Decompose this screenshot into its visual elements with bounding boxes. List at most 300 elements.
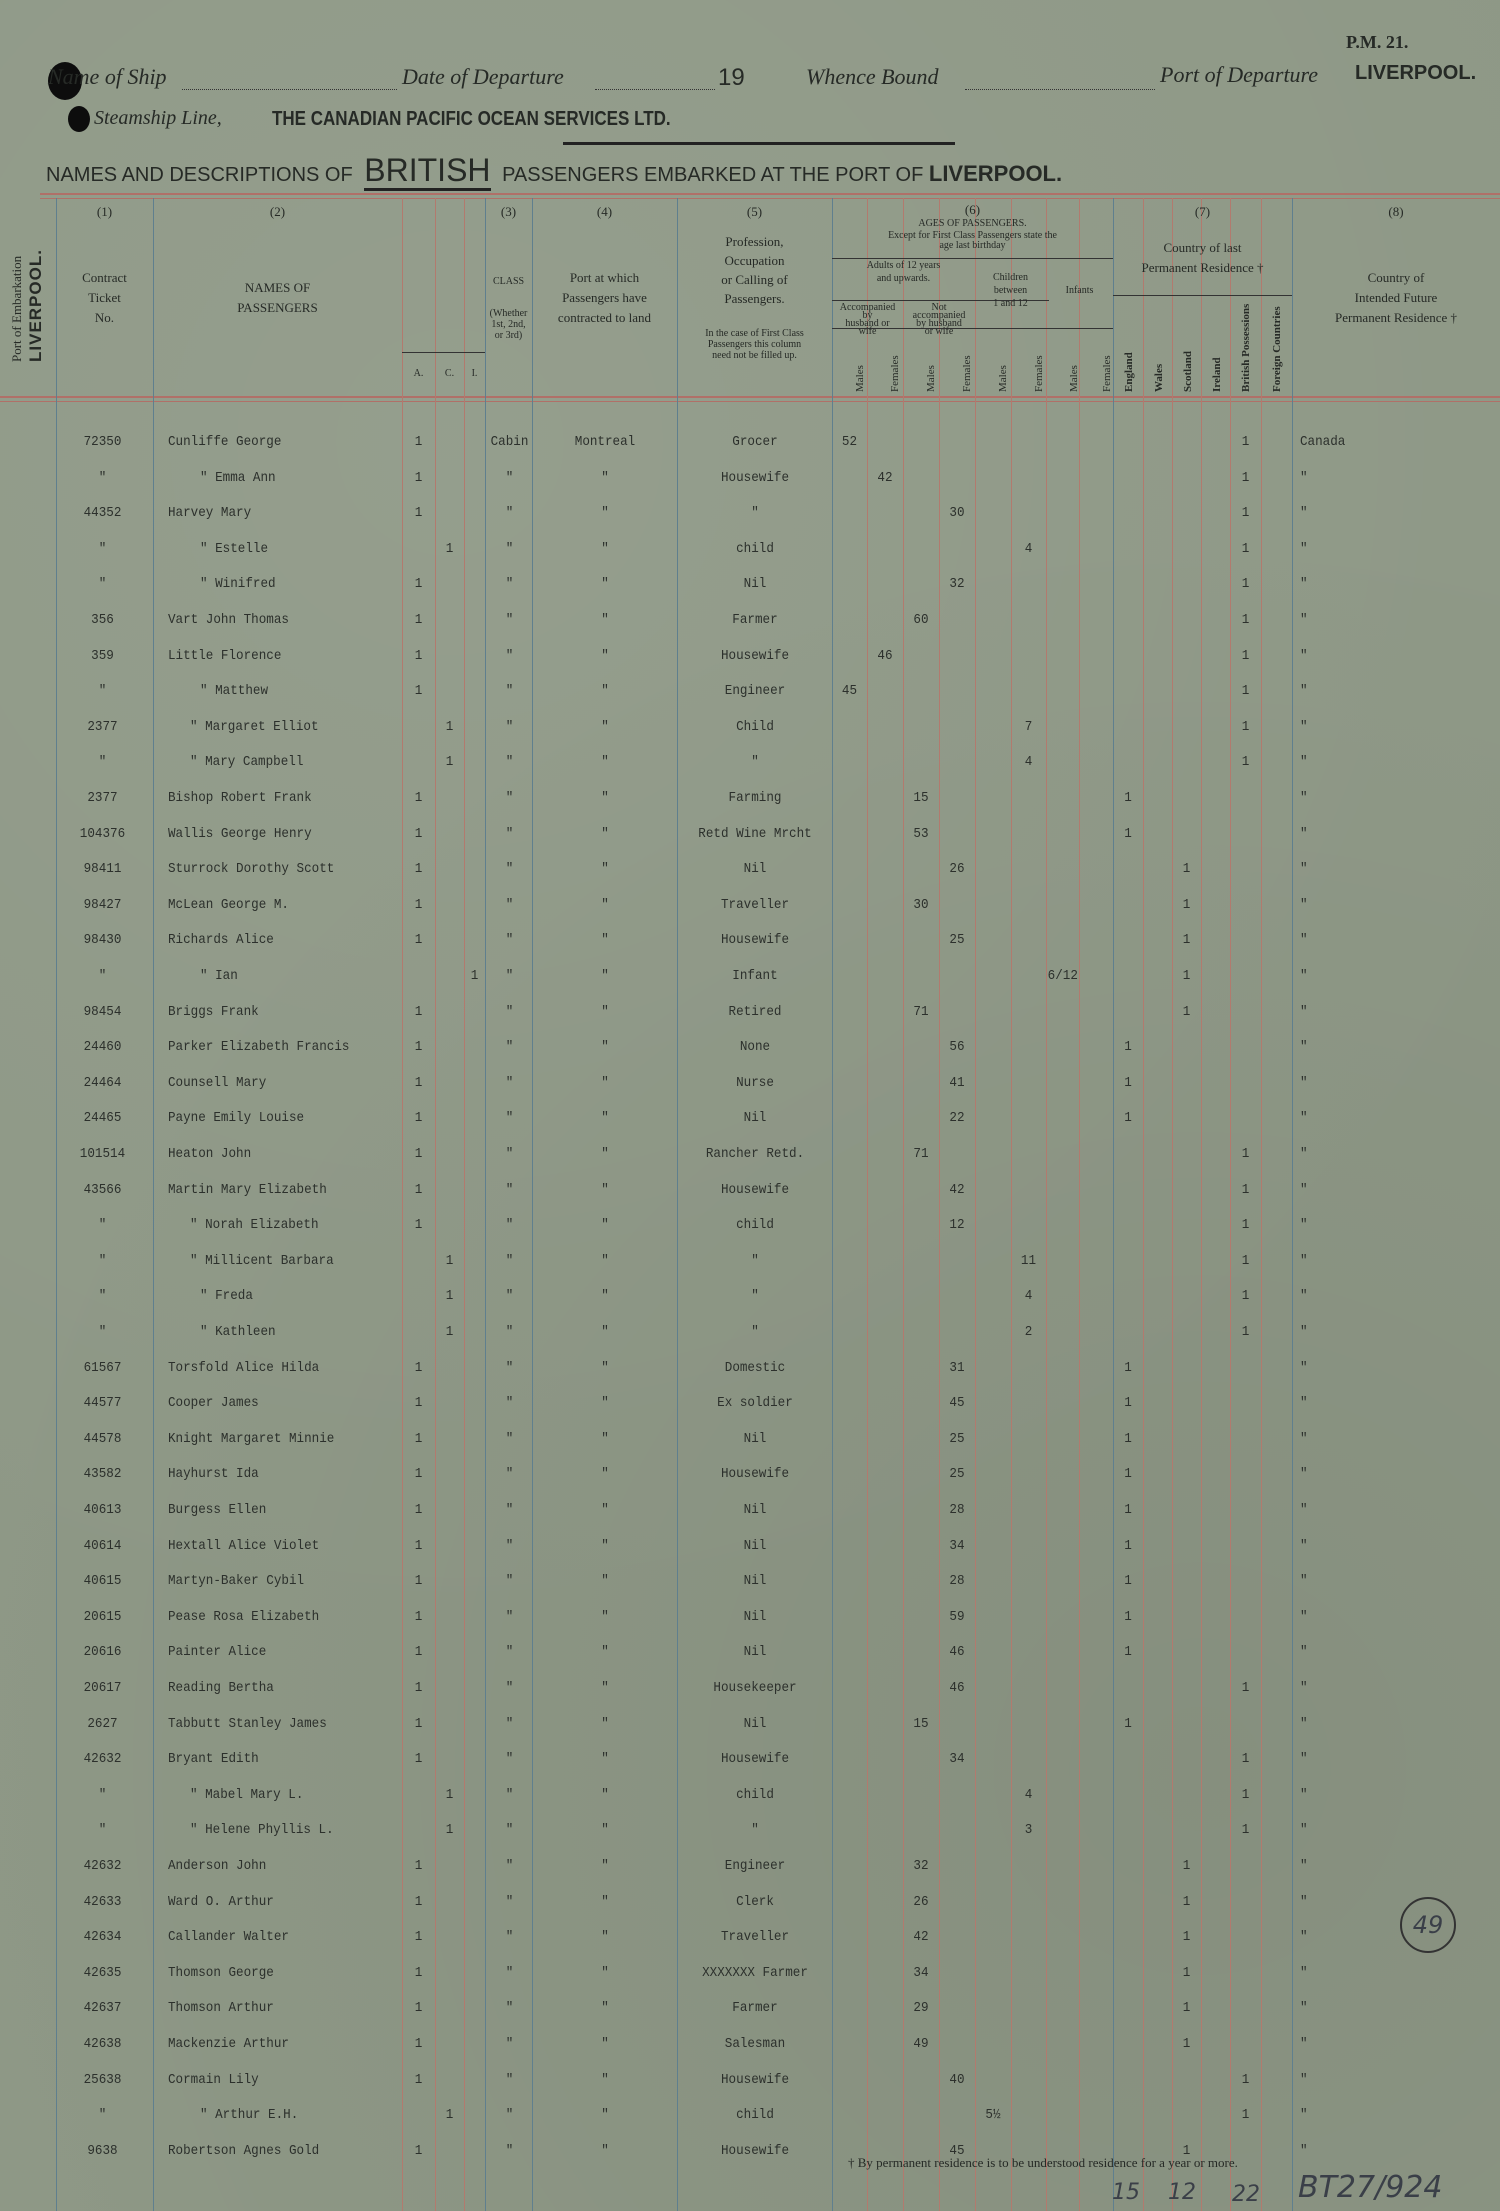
class-a-mark: 1	[414, 896, 423, 913]
future-residence-header: Country of	[1367, 270, 1425, 285]
class-a-mark: 1	[414, 1964, 423, 1981]
residence-mark: 1	[1241, 1252, 1250, 1269]
class-value: "	[505, 1680, 514, 1696]
future-residence: "	[1300, 790, 1308, 806]
class-value: Cabin	[490, 434, 529, 450]
future-residence: "	[1300, 1110, 1308, 1127]
occupation: Clerk	[736, 1893, 774, 1910]
column-rule	[1079, 198, 1080, 2211]
sex-header: Females	[961, 355, 973, 392]
age-value: 30	[913, 896, 929, 913]
age-value: 71	[913, 1146, 929, 1162]
residence-mark: 1	[1241, 612, 1250, 628]
residence-mark: 1	[1124, 1715, 1132, 1732]
class-a-mark: 1	[414, 932, 423, 949]
class-value: "	[505, 1751, 514, 1768]
class-value: "	[505, 1146, 514, 1162]
residence-mark: 1	[1241, 540, 1250, 557]
class-value: "	[505, 505, 514, 522]
whence-bound-field[interactable]	[965, 88, 1155, 90]
age-value: 28	[949, 1573, 965, 1590]
ticket-number: "	[98, 968, 107, 984]
class-a-mark: 1	[414, 790, 423, 806]
ticket-number: 24465	[83, 1110, 122, 1127]
occupation: Nil	[743, 1502, 767, 1518]
adults-header: Adults of 12 years	[866, 260, 941, 271]
sex-header: Males	[925, 365, 937, 392]
occupation: Farming	[728, 790, 782, 806]
class-value: "	[505, 540, 514, 557]
class-a-mark: 1	[414, 1430, 423, 1447]
residence-mark: 1	[1182, 896, 1191, 913]
class-value: "	[505, 1039, 514, 1056]
class-value: "	[505, 754, 514, 771]
future-residence: "	[1300, 1858, 1308, 1874]
departure-date-field[interactable]	[595, 88, 715, 90]
future-residence: "	[1300, 1359, 1308, 1376]
passenger-name: Robertson Agnes Gold	[168, 2142, 320, 2159]
landing-port: "	[601, 1680, 609, 1696]
passenger-name: Ward O. Arthur	[168, 1893, 274, 1910]
class-a-mark: 1	[414, 1680, 423, 1696]
future-residence: "	[1300, 2036, 1308, 2052]
occupation: Housewife	[720, 932, 790, 949]
class-note: or 3rd)	[494, 330, 523, 341]
date-mark: 15	[1112, 2180, 1140, 2205]
not-accompanied-header: accompanied	[912, 310, 966, 321]
class-c-mark: 1	[445, 1822, 454, 1839]
occupation: Nil	[743, 1573, 767, 1590]
residence-mark: 1	[1182, 1964, 1191, 1981]
class-value: "	[505, 1537, 514, 1554]
landing-port: "	[601, 576, 609, 593]
future-residence: "	[1300, 469, 1308, 486]
class-a-mark: 1	[414, 612, 423, 628]
ticket-number: 20616	[83, 1644, 122, 1661]
ticket-number: 25638	[83, 2071, 122, 2088]
column-rule	[1201, 198, 1202, 2211]
future-residence-header: Permanent Residence †	[1334, 310, 1457, 325]
residence-mark: 1	[1182, 2036, 1191, 2052]
port-header: Passengers have	[562, 290, 647, 305]
form-title	[46, 152, 1062, 189]
age-value: 46	[949, 1644, 965, 1661]
residence-mark: 1	[1124, 1110, 1132, 1127]
country-header: Wales	[1153, 363, 1165, 392]
landing-port: "	[601, 2000, 609, 2017]
landing-port: "	[601, 1003, 609, 1020]
names-header: PASSENGERS	[237, 300, 318, 315]
age-value: 41	[949, 1074, 965, 1091]
class-value: "	[505, 1217, 514, 1234]
residence-mark: 1	[1182, 1929, 1191, 1946]
sex-header: Females	[1101, 355, 1113, 392]
ages-note: age last birthday	[939, 240, 1006, 251]
age-value: 32	[913, 1858, 929, 1874]
page-number: 49	[1412, 1911, 1444, 1939]
residence-mark: 1	[1241, 1288, 1250, 1305]
accompanied-header: husband or	[845, 318, 890, 329]
age-value: 15	[913, 1715, 929, 1732]
class-value: "	[505, 1715, 514, 1732]
passenger-name: Pease Rosa Elizabeth	[168, 1608, 320, 1625]
landing-port: "	[601, 469, 609, 486]
age-value: 42	[877, 469, 893, 486]
class-value: "	[505, 790, 514, 806]
profession-header: Profession,	[725, 234, 784, 249]
header-bottom-rule	[0, 396, 1500, 398]
ticket-number: "	[98, 683, 107, 700]
class-value: "	[505, 1644, 514, 1661]
footnote: † By permanent residence is to be understood residence for a year or more.	[848, 2155, 1238, 2170]
future-residence: "	[1300, 2000, 1308, 2017]
column-number: (5)	[746, 204, 763, 219]
age-value: 2	[1024, 1324, 1033, 1340]
class-value: "	[505, 1359, 514, 1376]
age-value: 26	[949, 861, 965, 878]
ticket-number: 40613	[83, 1502, 122, 1518]
residence-header: Permanent Residence †	[1141, 260, 1264, 275]
class-value: "	[505, 1893, 514, 1910]
landing-port: "	[601, 968, 609, 984]
future-residence: "	[1300, 1430, 1308, 1447]
landing-port: "	[601, 1430, 609, 1447]
class-a-mark: 1	[414, 2036, 423, 2052]
ticket-number: 359	[91, 647, 114, 664]
age-value: 25	[949, 1466, 965, 1483]
passenger-name: Heaton John	[168, 1146, 252, 1162]
departure-port-label: Port of Departure	[1160, 62, 1319, 87]
occupation: "	[751, 1324, 759, 1340]
class-value: "	[505, 1573, 514, 1590]
age-value: 12	[949, 1217, 965, 1234]
future-residence: "	[1300, 1039, 1308, 1056]
header-top-rule	[40, 198, 1500, 199]
accompanied-header: wife	[858, 326, 877, 337]
age-value: 52	[841, 434, 858, 450]
column-rule	[485, 198, 486, 2211]
column-rule	[1046, 198, 1047, 2211]
occupation: Retired	[728, 1003, 782, 1020]
class-c-mark: 1	[445, 1324, 454, 1340]
class-c-mark: 1	[445, 2107, 454, 2124]
class-a-mark: 1	[414, 505, 423, 522]
landing-port: "	[601, 825, 609, 842]
class-value: "	[505, 2107, 514, 2124]
passenger-name: Torsfold Alice Hilda	[168, 1359, 320, 1376]
class-value: "	[505, 1430, 514, 1447]
ticket-number: "	[98, 1822, 107, 1839]
ticket-number: 42632	[83, 1751, 122, 1768]
occupation: Housewife	[720, 1751, 790, 1768]
landing-port: "	[601, 1466, 609, 1483]
age-value: 30	[949, 505, 965, 522]
landing-port: "	[601, 505, 609, 522]
column-rule	[867, 198, 868, 2211]
future-residence: "	[1300, 1644, 1308, 1661]
landing-port: "	[601, 1074, 609, 1091]
landing-port: "	[601, 1964, 609, 1981]
occupation: None	[739, 1039, 771, 1056]
class-value: "	[505, 861, 514, 878]
passenger-name: " Norah Elizabeth	[190, 1217, 319, 1234]
archive-reference: BT27/924	[1298, 2170, 1443, 2205]
passenger-name: Bryant Edith	[168, 1751, 259, 1768]
passenger-name: Thomson George	[168, 1964, 274, 1981]
landing-port: "	[601, 896, 609, 913]
occupation: child	[736, 540, 774, 557]
column-number: (2)	[269, 204, 286, 219]
date-mark: 22	[1232, 2182, 1260, 2207]
passenger-name: " Kathleen	[200, 1324, 276, 1340]
occupation: Farmer	[732, 2000, 778, 2017]
residence-mark: 1	[1182, 861, 1191, 878]
occupation: Traveller	[720, 896, 790, 913]
residence-mark: 1	[1241, 469, 1250, 486]
age-value: 45	[841, 683, 858, 700]
passenger-name: Little Florence	[168, 647, 282, 664]
passenger-name: " Arthur E.H.	[200, 2107, 299, 2124]
passenger-name: Burgess Ellen	[168, 1502, 267, 1518]
future-residence: "	[1300, 540, 1308, 557]
children-header: 1 and 12	[993, 298, 1028, 309]
occupation: Housewife	[720, 2142, 790, 2159]
future-residence: "	[1300, 1715, 1308, 1732]
class-value: "	[505, 1395, 514, 1412]
residence-mark: 1	[1241, 1324, 1250, 1340]
header-rule	[1113, 295, 1292, 296]
ticket-number: 44352	[83, 505, 122, 522]
class-a-mark: 1	[414, 1359, 423, 1376]
column-number: (6)	[964, 202, 981, 217]
passenger-name: " Mabel Mary L.	[190, 1786, 304, 1803]
future-residence: "	[1300, 861, 1308, 878]
profession-header: Passengers.	[724, 291, 785, 306]
landing-port: "	[601, 1822, 609, 1839]
class-a-mark: 1	[414, 1644, 423, 1661]
accompanied-header: Accompanied	[839, 302, 896, 313]
occupation: Nurse	[736, 1074, 774, 1091]
passenger-name: Counsell Mary	[168, 1074, 267, 1091]
header-bottom-rule	[0, 401, 1500, 402]
passenger-name: Cooper James	[168, 1395, 259, 1412]
profession-header: or Calling of	[721, 272, 788, 287]
column-rule	[939, 198, 940, 2211]
country-header: Scotland	[1182, 351, 1194, 392]
class-value: "	[505, 1466, 514, 1483]
occupation: Nil	[743, 1715, 767, 1732]
profession-header: Occupation	[724, 253, 785, 268]
passenger-name: " Freda	[200, 1288, 253, 1305]
passenger-name: Briggs Frank	[168, 1003, 259, 1020]
residence-mark: 1	[1241, 1751, 1250, 1768]
ages-header: AGES OF PASSENGERS.	[918, 218, 1027, 229]
future-residence: "	[1300, 1252, 1308, 1269]
class-value: "	[505, 718, 514, 735]
passenger-name: Knight Margaret Minnie	[168, 1430, 335, 1447]
ticket-number: 101514	[79, 1146, 126, 1162]
occupation: Housewife	[720, 469, 790, 486]
class-c-mark: 1	[445, 1786, 454, 1803]
class-value: "	[505, 576, 514, 593]
class-c-mark: 1	[445, 754, 454, 771]
age-value: 59	[949, 1608, 965, 1625]
landing-port: "	[601, 1893, 609, 1910]
occupation: Grocer	[732, 434, 778, 450]
ship-name-field[interactable]	[182, 88, 397, 90]
passenger-name: Sturrock Dorothy Scott	[168, 861, 335, 878]
column-number: (8)	[1388, 204, 1404, 219]
residence-mark: 1	[1182, 2000, 1191, 2017]
landing-port: "	[601, 1537, 609, 1554]
residence-mark: 1	[1241, 576, 1250, 593]
passenger-name: Hayhurst Ida	[168, 1466, 259, 1483]
embarkation-label: Port of Embarkation	[9, 255, 24, 362]
title-pre: NAMES AND DESCRIPTIONS OF	[46, 164, 353, 186]
passenger-name: Richards Alice	[168, 932, 274, 949]
class-value: "	[505, 968, 514, 984]
occupation: Nil	[743, 1537, 767, 1554]
occupation: Traveller	[720, 1929, 790, 1946]
column-rule	[1143, 198, 1144, 2211]
class-value: "	[505, 1786, 514, 1803]
adults-header: and upwards.	[876, 273, 931, 284]
landing-port: "	[601, 790, 609, 806]
ticket-number: "	[98, 469, 107, 486]
country-header: Ireland	[1211, 357, 1223, 392]
future-residence: Canada	[1300, 434, 1346, 450]
occupation: "	[751, 1252, 759, 1269]
landing-port: "	[601, 1110, 609, 1127]
age-value: 46	[877, 647, 893, 664]
class-a-mark: 1	[414, 647, 423, 664]
ticket-number: 98427	[83, 896, 122, 913]
column-rule	[1292, 198, 1293, 2211]
future-residence: "	[1300, 1181, 1308, 1198]
age-value: 45	[949, 1395, 965, 1412]
column-rule	[56, 198, 57, 2211]
ticket-number: 42637	[83, 2000, 122, 2017]
class-a-mark: 1	[414, 469, 423, 486]
class-value: "	[505, 2036, 514, 2052]
future-residence: "	[1300, 1537, 1308, 1554]
occupation: child	[736, 2107, 774, 2124]
future-residence: "	[1300, 505, 1308, 522]
residence-mark: 1	[1182, 1893, 1191, 1910]
residence-mark: 1	[1124, 825, 1132, 842]
children-header: Children	[993, 272, 1028, 283]
passenger-name: " Millicent Barbara	[190, 1252, 334, 1269]
residence-mark: 1	[1241, 1680, 1250, 1696]
class-value: "	[505, 2071, 514, 2088]
class-a-mark: 1	[414, 1751, 423, 1768]
passenger-name: Tabbutt Stanley James	[168, 1715, 327, 1732]
names-header: NAMES OF	[244, 280, 311, 295]
passenger-name: " Winifred	[200, 576, 276, 593]
class-a-mark: 1	[414, 576, 423, 593]
occupation: Nil	[743, 1644, 767, 1661]
column-number: (4)	[596, 204, 613, 219]
profession-note: need not be filled up.	[712, 350, 797, 361]
passenger-name: McLean George M.	[168, 896, 289, 913]
passenger-name: Bishop Robert Frank	[168, 790, 312, 806]
occupation: XXXXXXX Farmer	[702, 1964, 808, 1981]
occupation: Retd Wine Mrcht	[698, 825, 812, 842]
class-value: "	[505, 1074, 514, 1091]
date-mark: 12	[1168, 2180, 1196, 2205]
landing-port: "	[601, 1929, 609, 1946]
occupation: Nil	[743, 861, 767, 878]
passenger-name: " Mary Campbell	[190, 754, 304, 771]
column-rule	[975, 198, 976, 2211]
class-a-mark: 1	[414, 2000, 423, 2017]
future-residence: "	[1300, 825, 1308, 842]
port-header: contracted to land	[557, 310, 652, 325]
future-residence: "	[1300, 718, 1308, 735]
ticket-number: 42632	[83, 1858, 122, 1874]
landing-port: "	[601, 1395, 609, 1412]
landing-port: "	[601, 1181, 609, 1198]
class-value: "	[505, 1110, 514, 1127]
passenger-name: Payne Emily Louise	[168, 1110, 305, 1127]
landing-port: "	[601, 718, 609, 735]
age-value: 60	[913, 612, 929, 628]
landing-port: "	[601, 1786, 609, 1803]
residence-mark: 1	[1182, 1003, 1191, 1020]
class-value: "	[505, 1502, 514, 1518]
page-number-circled	[1400, 1897, 1456, 1953]
age-value: 4	[1024, 540, 1033, 557]
ticket-number: "	[98, 540, 107, 557]
class-a-mark: 1	[414, 861, 423, 878]
landing-port: "	[601, 2107, 609, 2124]
class-a-mark: 1	[414, 1039, 423, 1056]
ticket-header: No.	[94, 310, 115, 325]
accompanied-header: by	[862, 310, 873, 321]
class-value: "	[505, 1608, 514, 1625]
class-value: "	[505, 1822, 514, 1839]
class-a-mark: 1	[414, 434, 423, 450]
landing-port: "	[601, 1324, 609, 1340]
column-rule	[1011, 198, 1012, 2211]
occupation: Nil	[743, 1110, 767, 1127]
passenger-name: Cormain Lily	[168, 2071, 259, 2088]
age-value: 49	[913, 2036, 929, 2052]
passenger-name: Mackenzie Arthur	[168, 2036, 289, 2052]
ticket-number: 40615	[83, 1573, 122, 1590]
passenger-name: Thomson Arthur	[168, 2000, 274, 2017]
year-prefix: 19	[718, 64, 745, 91]
column-rule	[153, 198, 154, 2211]
passenger-name: " Margaret Elliot	[190, 718, 319, 735]
ticket-number: 43566	[83, 1181, 122, 1198]
title-port: LIVERPOOL.	[928, 161, 1063, 186]
title-post: PASSENGERS EMBARKED AT THE PORT OF	[502, 164, 924, 186]
divider	[563, 142, 955, 145]
age-value: 4	[1024, 1288, 1033, 1305]
ticket-number: 43582	[83, 1466, 122, 1483]
residence-mark: 1	[1182, 1858, 1191, 1874]
sex-header: Males	[854, 365, 866, 392]
country-header: British Possessions	[1240, 303, 1252, 392]
class-c-mark: 1	[445, 540, 454, 557]
ticket-number: 98411	[83, 861, 122, 878]
profession-note: Passengers this column	[707, 339, 802, 350]
occupation: "	[751, 1288, 759, 1305]
occupation: Rancher Retd.	[705, 1146, 805, 1162]
occupation: Nil	[743, 1608, 767, 1625]
column-rule	[435, 198, 436, 2211]
